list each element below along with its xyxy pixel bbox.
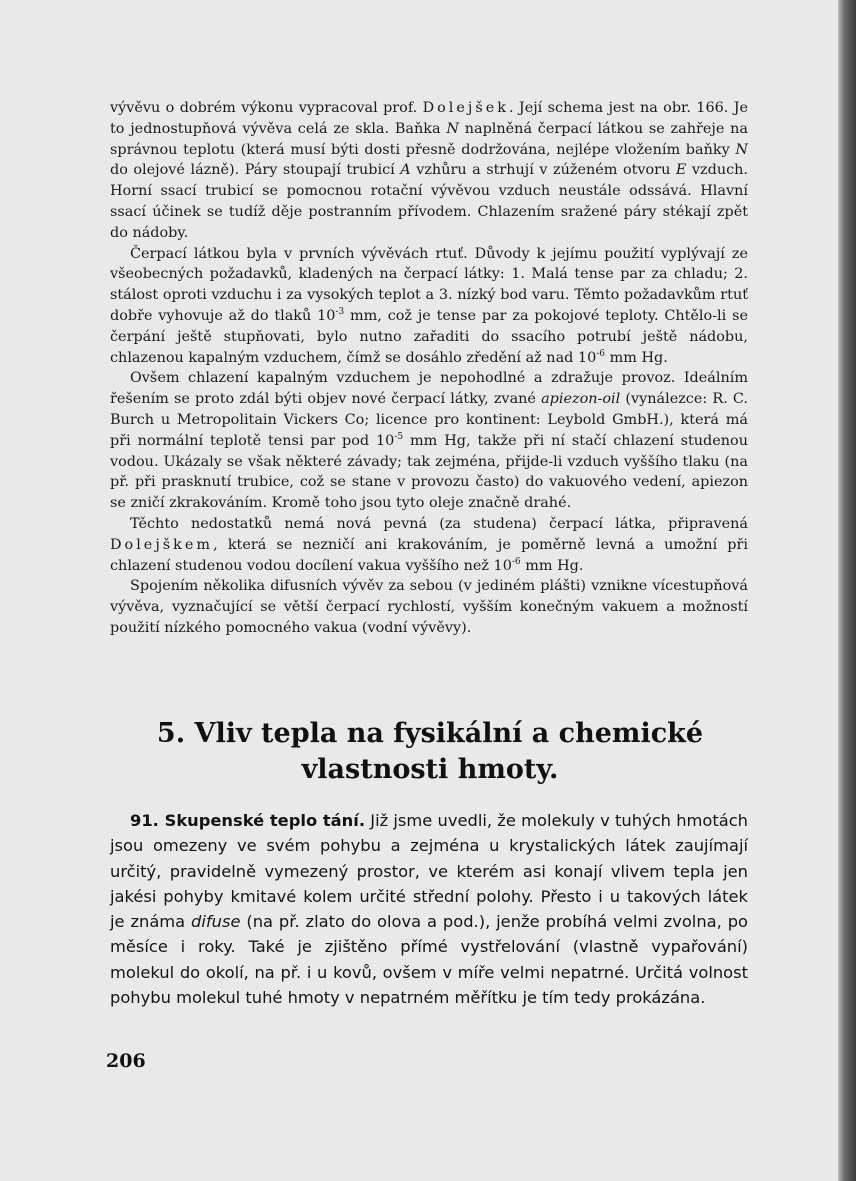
page-number: 206 (106, 1050, 146, 1072)
exponent: -5 (394, 431, 404, 442)
paragraph-multistage-pump: Spojením několika difusních vývěv za sebou (v jediném plášti) vznikne vícestupňová vývěva, vyznačující se větší čerpací rychlostí, vyšším konečným vakuem a možností použití nízkého pomocného vakua (vodní vývěvy). (110, 578, 748, 636)
variable-n: N (735, 141, 748, 158)
variable-a: A (400, 162, 411, 179)
author-name: Dolejšek (422, 100, 509, 116)
subsection-title: 91. Skupenské teplo tání. (130, 811, 366, 830)
paragraph-apiezon-oil: Ovšem chlazení kapalným vzduchem je nepohodlné a zdražuje provoz. Ideálním řešením se proto zdál býti objev nové čerpací látky, zvané apiezon-oil (vynálezce: R. C. Burch u Metropolitain Vickers Co; licence pro kontinent: Leybold GmbH.), která má při normální teplotě tensi par pod $10^{-5}$ mm Hg, takže při ní stačí chlazení studenou vodou. Ukázaly se však některé závady; tak zejména, přijde-li vzduch vyššího tlaku (na př. při prasknutí trubice, což se stane v provozu často) do vakuového vedení, apiezon se zničí zkrakováním. Kromě toho jsou tyto oleje značně drahé. (110, 370, 748, 512)
binding-edge (838, 0, 856, 1181)
term-difuse: difuse (191, 912, 241, 932)
small-print-block (110, 98, 748, 639)
term-apiezon-oil: apiezon-oil (541, 391, 621, 408)
variable-n: N (446, 120, 459, 137)
exponent: -6 (596, 348, 606, 359)
paragraph-latent-heat: 91. Skupenské teplo tání. Již jsme uvedli, že molekuly v tuhých hmotách jsou omezeny ve svém pohybu a zejména u krystalických látek zaujímají určitý, pravidelně vymezený prostor, ve kterém asi konají vlivem tepla jen jakési pohyby kmitavé kolem určité střední polohy. Přesto i u takových látek je známa difuse (na př. zlato do olova a pod.), jenže probíhá velmi zvolna, po měsíce i roky. Také je zjištěno přímé vystřelování (vlastně vypařování) molekul do okolí, na př. i u kovů, ovšem v míře velmi nepatrné. Určitá volnost pohybu molekul tuhé hmoty v nepatrném měřítku je tím tedy prokázána. (110, 811, 748, 1008)
paragraph-mercury: Čerpací látkou byla v prvních vývěvách rtuť. Důvody k jejímu použití vyplývají ze všeobecných požadavků, kladených na čerpací látky: 1. Malá tense par za chladu; 2. stálost oproti vzduchu i za vysokých teplot a 3. nízký bod varu. Těmto požadavkům rtuť dobře vyhovuje až do tlaků $10^{-3}$ mm, což je tense par za pokojové teploty. Chtělo-li se čerpání ještě stupňovati, bylo nutno zařaditi do ssacího potrubí ještě nádobu, chlazenou kapalným vzduchem, čímž se dosáhlo zředění až nad $10^{-6}$ mm Hg. (110, 245, 748, 366)
author-name: Dolejškem (110, 536, 214, 553)
paragraph-new-solid-substance: Těchto nedostatků nemá nová pevná (za studena) čerpací látka, připravená Dolejškem, která se nezničí ani krakováním, je poměrně levná a umožní při chlazení studenou vodou docílení vakua vyššího než $10^{-6}$ mm Hg. (110, 515, 748, 574)
paragraph-vacuum-pump-description: vývěvu o dobrém výkonu vypracoval prof. Dolejšek. Její schema jest na obr. 166. Je to jednostupňová vývěva celá ze skla. Baňka N naplněná čerpací látkou se zahřeje na správnou teplotu (která musí býti dosti přesně dodržována, nejlépe vložením baňky N do olejové lázně). Páry stoupají trubicí A vzhůru a strhují v zúženém otvoru E vzduch. Horní ssací trubicí se pomocnou rotační vývěvou vzduch neustále odssává. Hlavní ssací účinek se tudíž děje postranním přívodem. Chlazením sražené páry stékají zpět do nádoby. (110, 100, 748, 241)
section-heading: 5. Vliv tepla na fysikální a chemické vlastnosti hmoty. (156, 718, 704, 785)
variable-e: E (675, 162, 687, 179)
exponent: -3 (335, 307, 345, 318)
exponent: -6 (511, 556, 521, 567)
